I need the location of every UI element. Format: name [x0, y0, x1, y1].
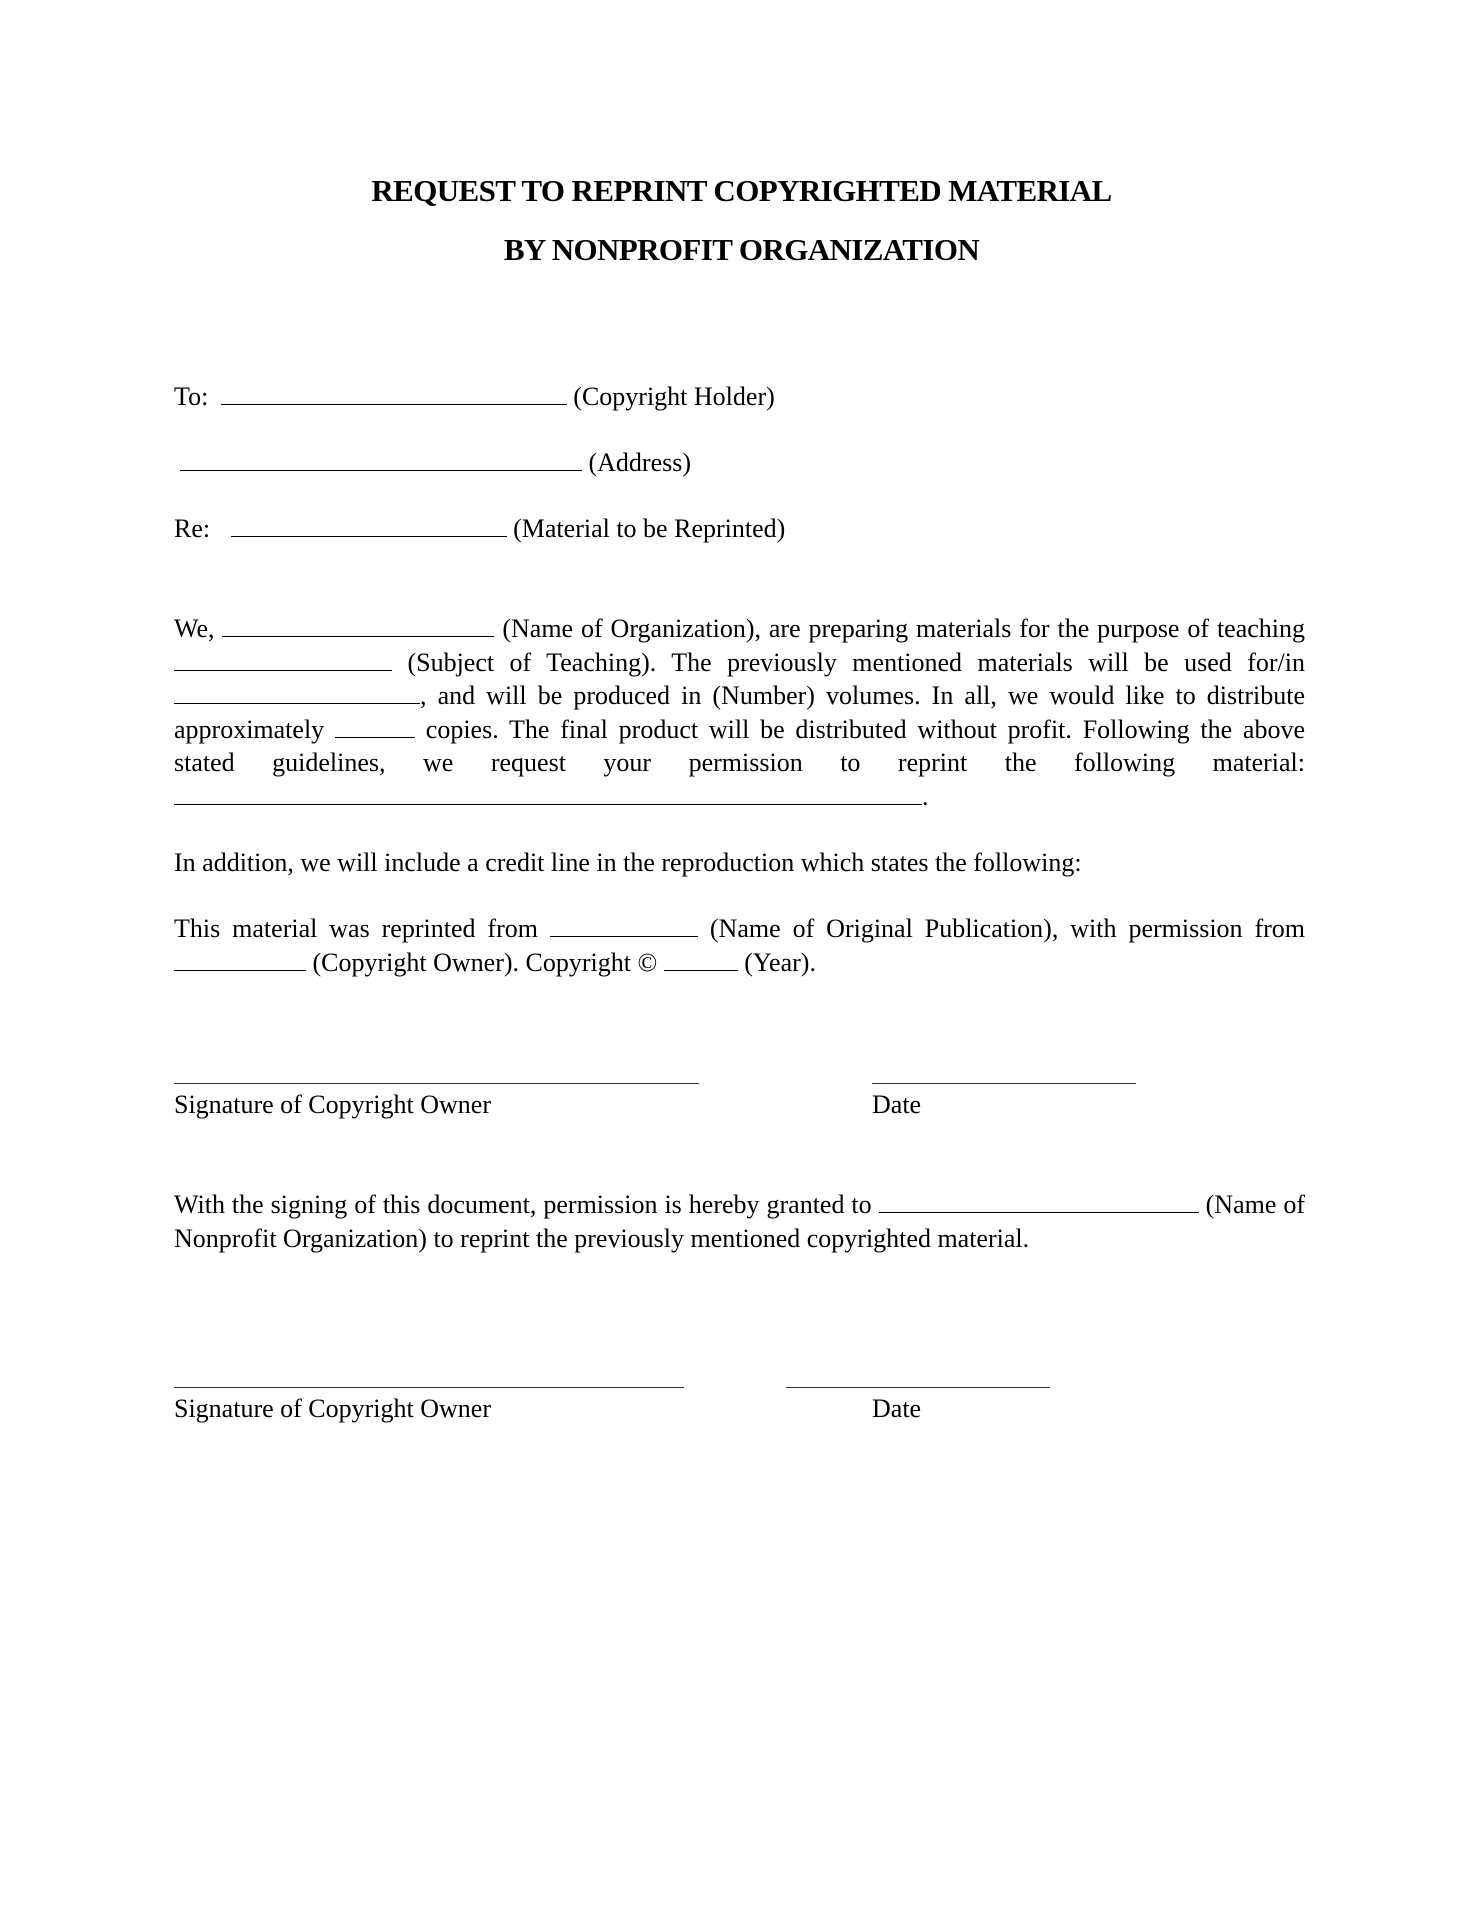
- to-row: [174, 382, 775, 412]
- address-hint: (Address): [588, 448, 692, 477]
- material-blank[interactable]: [231, 514, 507, 537]
- publication-hint: (Name of Original Publication), with permission from: [709, 914, 1306, 943]
- to-label: To:: [174, 382, 209, 411]
- address-blank[interactable]: [180, 448, 582, 471]
- grant-paragraph: [174, 1188, 1305, 1255]
- date-line-1[interactable]: [872, 1083, 1136, 1084]
- period: .: [922, 781, 929, 811]
- grant-text-end: (Name of Nonprofit Organization) to reprint the previously mentioned copyrighted material.: [174, 1190, 1306, 1253]
- signature-line-1[interactable]: [174, 1083, 699, 1084]
- organization-name-blank[interactable]: [222, 614, 494, 637]
- volumes-text: , and will be produced in (Number) volumes. In all, we would like to distribute approximately: [174, 681, 1305, 744]
- subject-blank[interactable]: [174, 648, 392, 671]
- re-label: Re:: [174, 514, 211, 543]
- request-paragraph: [174, 612, 1305, 813]
- address-row: [180, 448, 691, 478]
- signature-line-2[interactable]: [174, 1387, 684, 1388]
- used-for-blank[interactable]: [174, 681, 420, 704]
- copyright-holder-hint: (Copyright Holder): [573, 382, 775, 411]
- year-hint: (Year).: [744, 947, 816, 977]
- grant-text-start: With the signing of this document, permission is hereby granted to: [174, 1190, 872, 1219]
- copies-blank[interactable]: [335, 715, 415, 738]
- date-label-1: Date: [872, 1090, 922, 1119]
- copyright-owner-blank[interactable]: [174, 948, 306, 971]
- document-title-line-2: BY NONPROFIT ORGANIZATION: [503, 232, 980, 267]
- year-blank[interactable]: [664, 948, 738, 971]
- nonprofit-name-blank[interactable]: [879, 1190, 1199, 1213]
- reprinted-from-text: This material was reprinted from: [174, 914, 538, 943]
- copies-text: copies. The final product will be distributed without profit. Following the above stated guidelines, we request your permission to reprint the following material:: [174, 714, 1306, 777]
- copyright-holder-blank[interactable]: [221, 382, 567, 405]
- date-line-2[interactable]: [786, 1387, 1050, 1388]
- following-material-blank[interactable]: [174, 782, 922, 805]
- organization-hint: (Name of Organization), are preparing materials for the purpose of teaching: [502, 614, 1306, 643]
- document-title-line-1: REQUEST TO REPRINT COPYRIGHTED MATERIAL: [371, 173, 1112, 208]
- credit-line-paragraph: [174, 912, 1305, 979]
- copyright-owner-hint: (Copyright Owner). Copyright ©: [312, 947, 658, 977]
- material-hint: (Material to be Reprinted): [513, 514, 786, 543]
- re-row: [174, 514, 785, 544]
- original-publication-blank[interactable]: [550, 914, 698, 937]
- signature-label-1: Signature of Copyright Owner: [174, 1090, 492, 1119]
- we-text: We,: [174, 614, 215, 643]
- signature-label-2: Signature of Copyright Owner: [174, 1394, 492, 1423]
- credit-line-intro: In addition, we will include a credit line in the reproduction which states the following:: [174, 848, 1082, 877]
- date-label-2: Date: [872, 1394, 922, 1423]
- subject-hint: (Subject of Teaching). The previously mentioned materials will be used for/in: [407, 647, 1305, 677]
